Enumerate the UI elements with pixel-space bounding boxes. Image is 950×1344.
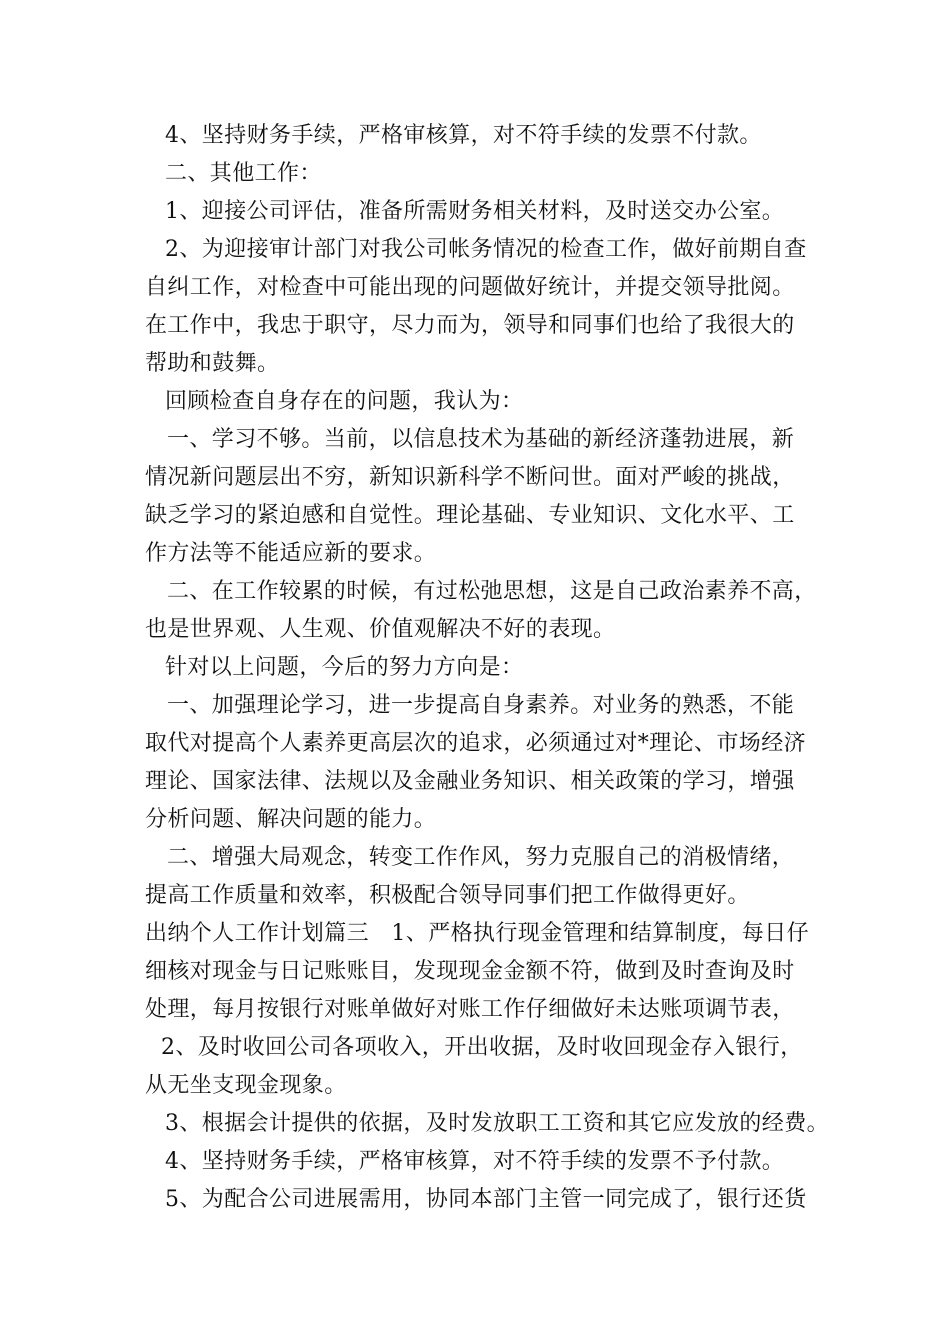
paragraph-line: 回顾检查自身存在的问题，我认为： — [165, 389, 524, 414]
paragraph-line: 1、迎接公司评估，准备所需财务相关材料，及时送交办公室。 — [165, 199, 785, 224]
paragraph-line: 2、及时收回公司各项收入，开出收据，及时收回现金存入银行， — [161, 1035, 803, 1060]
paragraph-line: 帮助和鼓舞。 — [145, 351, 280, 376]
paragraph-line: 自纠工作，对检查中可能出现的问题做好统计，并提交领导批阅。 — [145, 275, 795, 300]
paragraph-line: 情况新问题层出不穷，新知识新科学不断问世。面对严峻的挑战， — [145, 465, 795, 490]
paragraph-line: 也是世界观、人生观、价值观解决不好的表现。 — [145, 617, 616, 642]
paragraph-line: 从无坐支现金现象。 — [145, 1073, 347, 1098]
paragraph-line: 一、学习不够。当前，以信息技术为基础的新经济蓬勃进展，新 — [167, 427, 795, 452]
section-heading: 二、其他工作： — [165, 161, 322, 186]
paragraph-line: 4、坚持财务手续，严格审核算，对不符手续的发票不付款。 — [165, 123, 762, 148]
paragraph-line: 在工作中，我忠于职守，尽力而为，领导和同事们也给了我很大的 — [145, 313, 795, 338]
paragraph-line: 4、坚持财务手续，严格审核算，对不符手续的发票不予付款。 — [165, 1149, 785, 1174]
paragraph-line: 3、根据会计提供的依据，及时发放职工工资和其它应发放的经费。 — [165, 1111, 829, 1136]
paragraph-line: 理论、国家法律、法规以及金融业务知识、相关政策的学习，增强 — [145, 769, 795, 794]
paragraph-line: 作方法等不能适应新的要求。 — [145, 541, 437, 566]
paragraph-line: 处理，每月按银行对账单做好对账工作仔细做好未达账项调节表， — [145, 997, 795, 1022]
paragraph-line: 提高工作质量和效率，积极配合领导同事们把工作做得更好。 — [145, 883, 750, 908]
paragraph-line: 二、在工作较累的时候，有过松弛思想，这是自己政治素养不高， — [167, 579, 817, 604]
paragraph-line: 二、增强大局观念，转变工作作风，努力克服自己的消极情绪， — [167, 845, 795, 870]
document-body — [145, 117, 829, 1219]
paragraph-line: 2、为迎接审计部门对我公司帐务情况的检查工作，做好前期自查 — [165, 237, 807, 262]
paragraph-line: 5、为配合公司进展需用，协同本部门主管一同完成了，银行还货 — [165, 1187, 807, 1212]
paragraph-line: 细核对现金与日记账账目，发现现金金额不符，做到及时查询及时 — [145, 959, 795, 984]
paragraph-line: 针对以上问题，今后的努力方向是： — [165, 655, 524, 680]
paragraph-line: 取代对提高个人素养更高层次的追求，必须通过对*理论、市场经济 — [145, 731, 807, 756]
paragraph-line: 一、加强理论学习，进一步提高自身素养。对业务的熟悉，不能 — [167, 693, 795, 718]
section-title-line: 出纳个人工作计划篇三 1、严格执行现金管理和结算制度，每日仔 — [145, 921, 809, 946]
paragraph-line: 缺乏学习的紧迫感和自觉性。理论基础、专业知识、文化水平、工 — [145, 503, 795, 528]
paragraph-line: 分析问题、解决问题的能力。 — [145, 807, 437, 832]
